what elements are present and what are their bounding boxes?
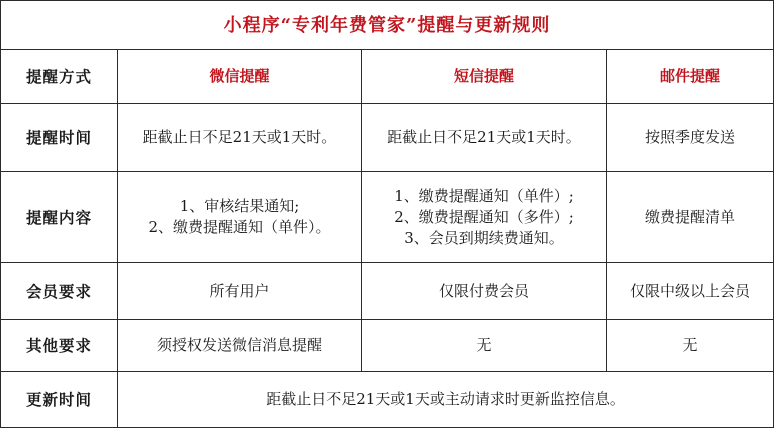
table-title: 小程序“专利年费管家”提醒与更新规则 (1, 1, 774, 50)
cell-other-wechat: 须授权发送微信消息提醒 (118, 320, 362, 372)
column-header-wechat: 微信提醒 (118, 50, 362, 104)
row-label-method: 提醒方式 (1, 50, 118, 104)
table-row-content (1, 172, 774, 263)
column-header-email: 邮件提醒 (607, 50, 774, 104)
cell-member-email: 仅限中级以上会员 (607, 263, 774, 320)
cell-member-sms: 仅限付费会员 (362, 263, 607, 320)
cell-time-wechat: 距截止日不足21天或1天时。 (118, 104, 362, 172)
table-row-other (1, 320, 774, 372)
table-row-member (1, 263, 774, 320)
row-label-time: 提醒时间 (1, 104, 118, 172)
content-sms-line-1: 1、缴费提醒通知（单件）; (394, 186, 574, 205)
cell-other-email: 无 (607, 320, 774, 372)
cell-member-wechat: 所有用户 (118, 263, 362, 320)
cell-content-email: 缴费提醒清单 (607, 172, 774, 263)
cell-content-sms (362, 172, 607, 263)
content-sms-line-2: 2、缴费提醒通知（多件）; (394, 207, 574, 226)
content-wechat-line-1: 1、审核结果通知; (179, 197, 300, 215)
header-row (1, 50, 774, 104)
cell-update-value: 距截止日不足21天或1天或主动请求时更新监控信息。 (118, 372, 774, 428)
row-label-member: 会员要求 (1, 263, 118, 320)
column-header-sms: 短信提醒 (362, 50, 607, 104)
cell-content-wechat (118, 172, 362, 263)
table-row-update (1, 372, 774, 428)
row-label-content: 提醒内容 (1, 172, 118, 263)
cell-time-email: 按照季度发送 (607, 104, 774, 172)
row-label-other: 其他要求 (1, 320, 118, 372)
title-row (1, 1, 774, 50)
cell-time-sms: 距截止日不足21天或1天时。 (362, 104, 607, 172)
row-label-update: 更新时间 (1, 372, 118, 428)
content-sms-line-3: 3、会员到期续费通知。 (404, 228, 564, 247)
table-row-time (1, 104, 774, 172)
content-wechat-line-2: 2、缴费提醒通知（单件）。 (148, 218, 331, 236)
cell-other-sms: 无 (362, 320, 607, 372)
